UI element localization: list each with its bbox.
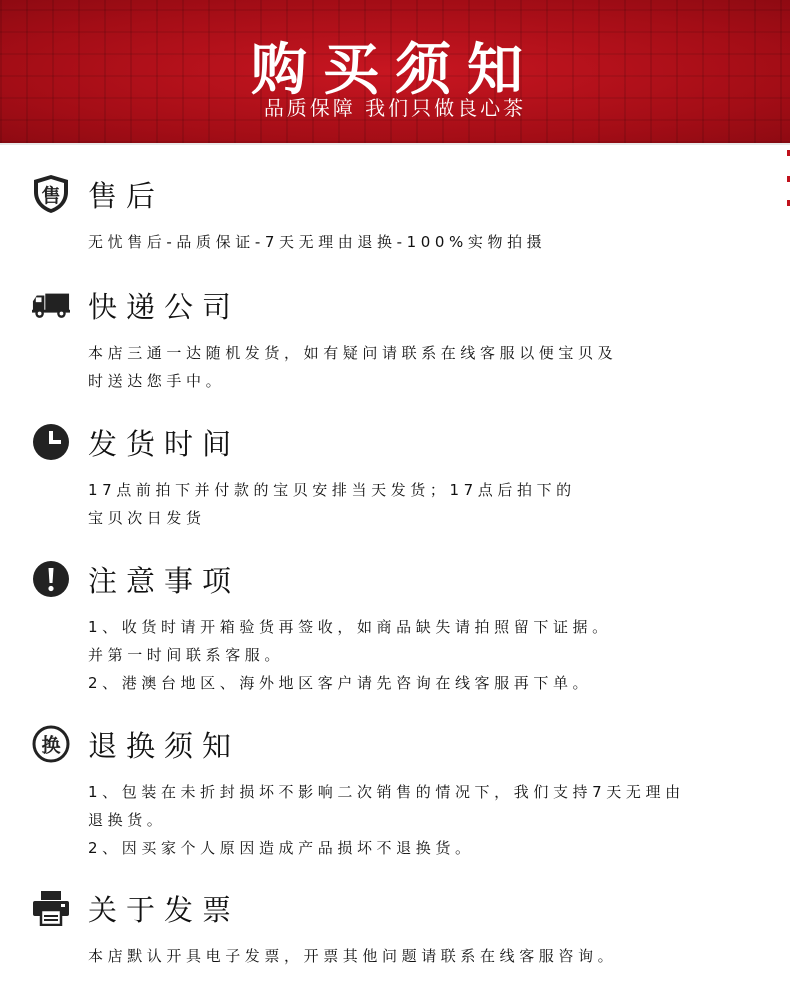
section-title: 售后 xyxy=(88,178,165,213)
section-text-line: 本店默认开具电子发票，开票其他问题请联系在线客服咨询。 xyxy=(88,947,618,965)
section-text-line: 2、港澳台地区、海外地区客户请先咨询在线客服再下单。 xyxy=(88,674,593,692)
section-text-line: 2、因买家个人原因造成产品损坏不退换货。 xyxy=(88,839,475,857)
section-text-line: 17点前拍下并付款的宝贝安排当天发货；17点后拍下的 xyxy=(88,481,576,499)
section-text-line: 并第一时间联系客服。 xyxy=(88,646,285,664)
section-text-line: 时送达您手中。 xyxy=(88,372,226,390)
truck-icon xyxy=(32,286,70,324)
page-title: 购买须知 xyxy=(251,38,539,103)
banner-divider xyxy=(0,143,790,145)
exclamation-icon xyxy=(32,560,70,598)
section-title: 注意事项 xyxy=(88,563,241,598)
section-text-line: 宝贝次日发货 xyxy=(88,509,206,527)
section-text-line: 1、包装在未折封损坏不影响二次销售的情况下，我们支持7天无理由 xyxy=(88,783,685,801)
section-title: 关于发票 xyxy=(88,892,241,927)
exchange-icon-text: 换 xyxy=(41,734,61,757)
section-courier xyxy=(32,283,752,395)
shield-shou-icon xyxy=(32,175,70,213)
section-returns xyxy=(32,722,752,862)
section-title: 退换须知 xyxy=(88,728,241,763)
section-notes xyxy=(32,557,752,697)
section-title: 发货时间 xyxy=(88,426,241,461)
section-text-line: 退换货。 xyxy=(88,811,167,829)
section-shipping-time xyxy=(32,420,752,532)
section-text-line: 本店三通一达随机发货，如有疑问请联系在线客服以便宝贝及 xyxy=(88,344,618,362)
section-after-sales xyxy=(32,172,752,256)
page-subtitle: 品质保障 我们只做良心茶 xyxy=(263,96,527,120)
section-invoice xyxy=(32,886,752,970)
header-banner xyxy=(0,0,790,143)
shield-icon-text: 售 xyxy=(41,185,61,207)
section-text-line: 1、收货时请开箱验货再签收，如商品缺失请拍照留下证据。 xyxy=(88,618,612,636)
exchange-icon xyxy=(32,725,70,763)
section-title: 快递公司 xyxy=(88,289,241,324)
section-text-line: 无忧售后-品质保证-7天无理由退换-100%实物拍摄 xyxy=(88,233,547,251)
clock-icon xyxy=(32,423,70,461)
printer-icon xyxy=(32,889,70,927)
